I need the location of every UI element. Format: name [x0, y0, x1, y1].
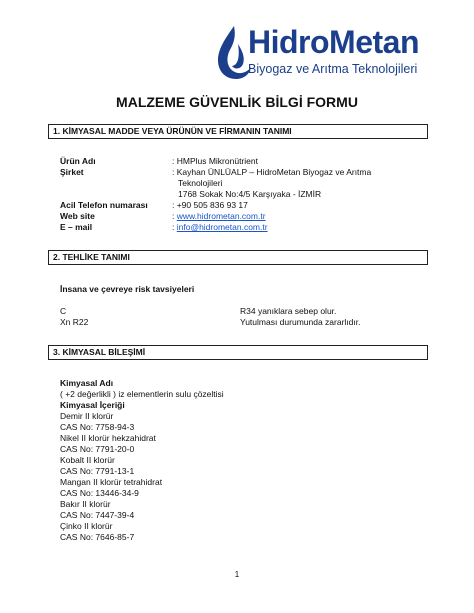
chemical-item: Demir II klorür: [60, 411, 114, 421]
hazard-code: Xn R22: [60, 317, 89, 327]
section-2-heading: 2. TEHLİKE TANIMI: [48, 250, 428, 265]
web-colon: :: [172, 211, 177, 221]
document-title: MALZEME GÜVENLİK BİLGİ FORMU: [116, 94, 358, 110]
web-row: [172, 211, 266, 222]
company-value: : Kayhan ÜNLÜALP – HidroMetan Biyogaz ve Arıtma: [172, 167, 372, 177]
chemical-name-label: Kimyasal Adı: [60, 378, 114, 388]
phone-label: Acil Telefon numarası: [60, 200, 148, 210]
chemical-item: Kobalt II klorür: [60, 455, 115, 465]
chemical-item: Nikel II klorür hekzahidrat: [60, 433, 156, 443]
hazard-description: Yutulması durumunda zararlıdır.: [240, 317, 361, 327]
email-label: E – mail: [60, 222, 93, 232]
company-label: Şirket: [60, 167, 84, 177]
hazard-description: R34 yanıklara sebep olur.: [240, 306, 337, 316]
chemical-item: Bakır II klorür: [60, 499, 111, 509]
company-value-line2: Teknolojileri: [178, 178, 223, 188]
company-address: 1768 Sokak No:4/5 Karşıyaka - İZMİR: [178, 189, 322, 199]
risk-subheading: İnsana ve çevreye risk tavsiyeleri: [60, 284, 195, 294]
chemical-item: Çinko II klorür: [60, 521, 113, 531]
email-row: [172, 222, 268, 233]
chemical-name-value: ( +2 değerlikli ) iz elementlerin sulu çözeltisi: [60, 389, 224, 399]
logo-name: HidroMetan: [248, 24, 419, 60]
chemical-item: CAS No: 7791-13-1: [60, 466, 135, 476]
section-3-heading: 3. KİMYASAL BİLEŞİMİ: [48, 345, 428, 360]
chemical-content-label: Kimyasal İçeriği: [60, 400, 125, 410]
product-label: Ürün Adı: [60, 156, 96, 166]
chemical-item: CAS No: 13446-34-9: [60, 488, 139, 498]
phone-value: : +90 505 836 93 17: [172, 200, 248, 210]
web-label: Web site: [60, 211, 95, 221]
page-number: 1: [234, 570, 240, 579]
logo-tagline: Biyogaz ve Arıtma Teknolojileri: [248, 62, 418, 76]
email-colon: :: [172, 222, 177, 232]
website-link[interactable]: www.hidrometan.com.tr: [176, 211, 266, 221]
chemical-item: CAS No: 7447-39-4: [60, 510, 135, 520]
email-link[interactable]: info@hidrometan.com.tr: [176, 222, 268, 232]
product-value: : HMPlus Mikronütrient: [172, 156, 258, 166]
chemical-item: CAS No: 7791-20-0: [60, 444, 135, 454]
section-1-heading: 1. KİMYASAL MADDE VEYA ÜRÜNÜN VE FİRMANIN TANIMI: [48, 124, 428, 139]
chemical-item: CAS No: 7646-85-7: [60, 532, 135, 542]
chemical-item: CAS No: 7758-94-3: [60, 422, 135, 432]
hazard-code: C: [60, 306, 67, 316]
chemical-item: Mangan II klorür tetrahidrat: [60, 477, 163, 487]
company-logo: [214, 24, 446, 84]
